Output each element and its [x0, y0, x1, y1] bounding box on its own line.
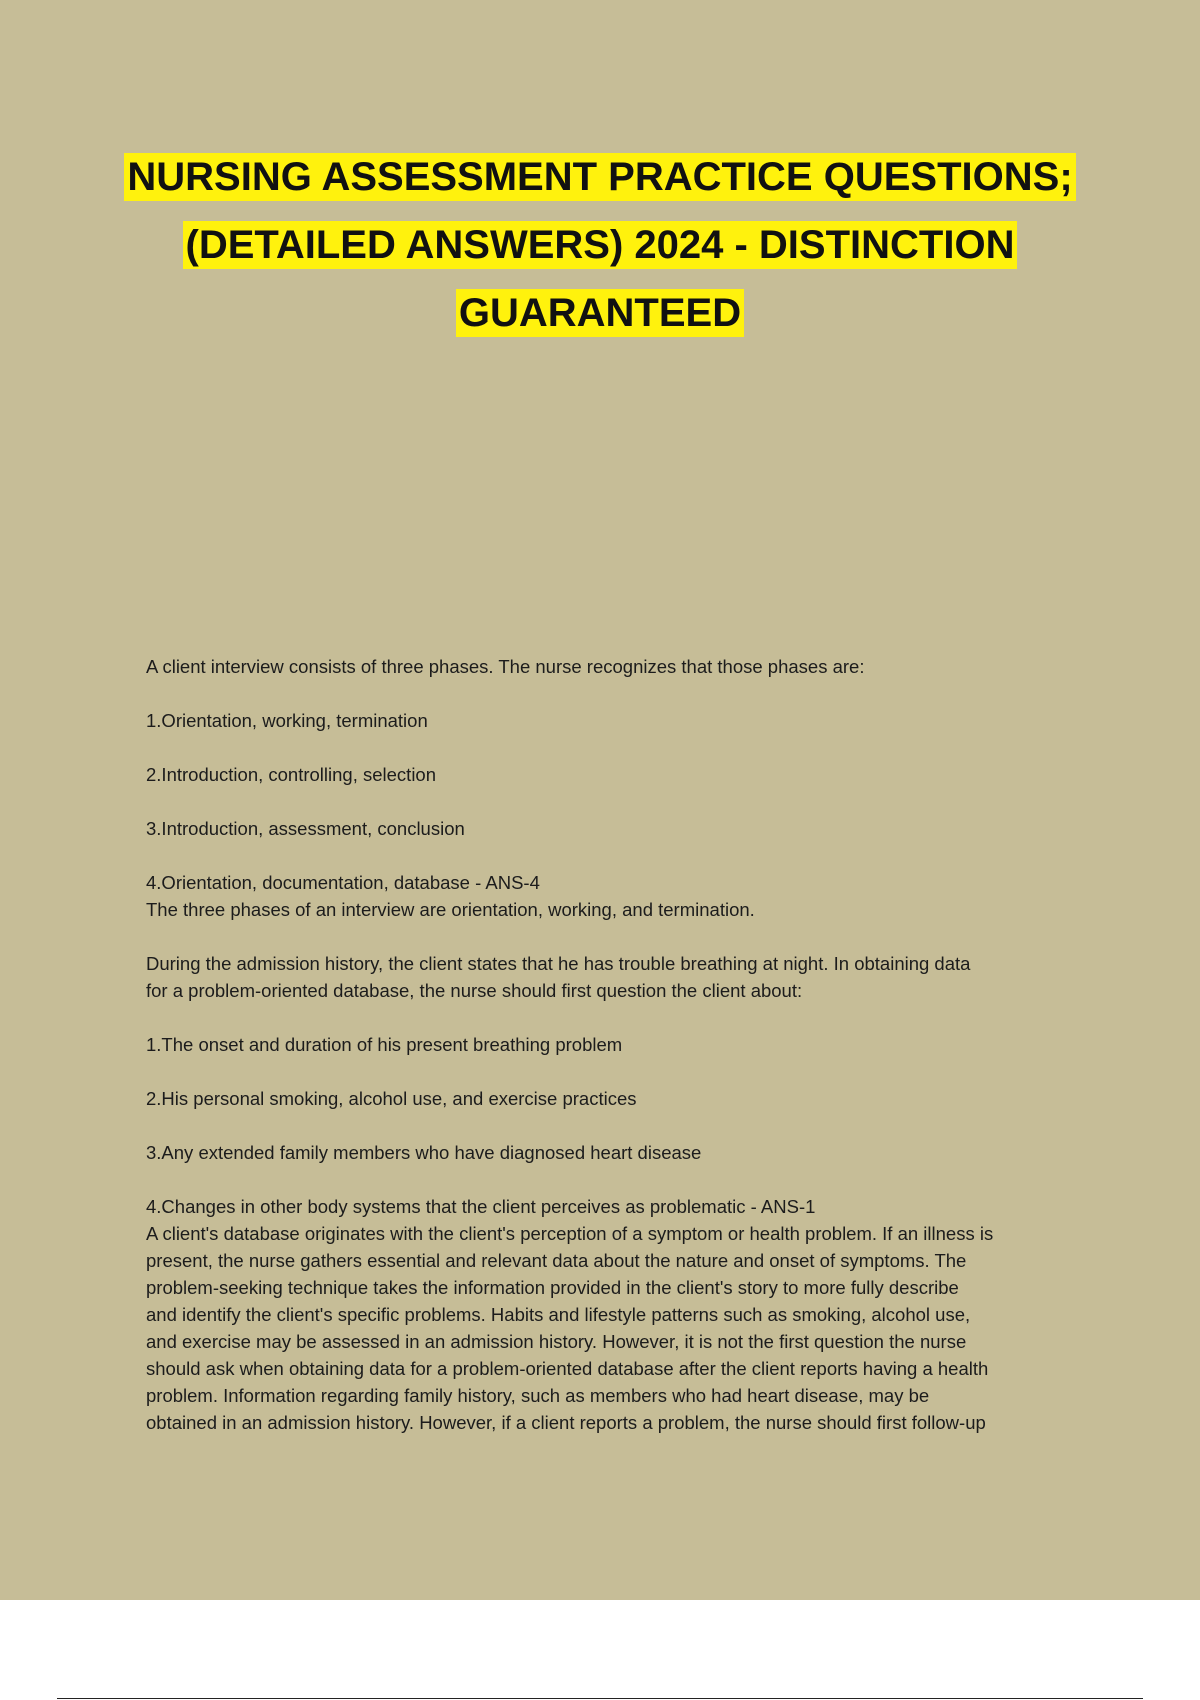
text-line: obtained in an admission history. However, if a client reports a problem, the nurse should first follow-up	[146, 1412, 986, 1433]
text-line: The three phases of an interview are orientation, working, and termination.	[146, 899, 755, 920]
title-line	[100, 211, 1100, 279]
question-2-stem	[146, 950, 1096, 1004]
document-title	[100, 143, 1100, 347]
text-line: A client's database originates with the client's perception of a symptom or health problem. If an illness is	[146, 1223, 994, 1244]
question-1-option-1	[146, 707, 1096, 734]
footer-divider	[57, 1698, 1143, 1699]
text-line: problem. Information regarding family history, such as members who had heart disease, may be	[146, 1385, 930, 1406]
question-2-option-1	[146, 1031, 1096, 1058]
text-line: A client interview consists of three phases. The nurse recognizes that those phases are:	[146, 656, 865, 677]
title-line-text: (DETAILED ANSWERS) 2024 - DISTINCTION	[183, 221, 1018, 269]
text-line: 1.The onset and duration of his present breathing problem	[146, 1034, 623, 1055]
text-line: problem-seeking technique takes the information provided in the client's story to more fully describe	[146, 1277, 959, 1298]
text-line: and identify the client's specific problems. Habits and lifestyle patterns such as smoking, alcohol use,	[146, 1304, 971, 1325]
title-line	[100, 143, 1100, 211]
question-2-option-2	[146, 1085, 1096, 1112]
question-1-option-3	[146, 815, 1096, 842]
text-line: 4.Orientation, documentation, database - ANS-4	[146, 872, 540, 893]
title-line	[100, 279, 1100, 347]
text-line: 1.Orientation, working, termination	[146, 710, 428, 731]
document-body	[146, 653, 1096, 1463]
title-line-text: GUARANTEED	[456, 289, 744, 337]
text-line: 4.Changes in other body systems that the client perceives as problematic - ANS-1	[146, 1196, 816, 1217]
text-line: 3.Introduction, assessment, conclusion	[146, 818, 465, 839]
text-line: 2.Introduction, controlling, selection	[146, 764, 437, 785]
question-2-option-4-answer	[146, 1193, 1096, 1436]
title-line-text: NURSING ASSESSMENT PRACTICE QUESTIONS;	[124, 153, 1075, 201]
text-line: should ask when obtaining data for a problem-oriented database after the client reports having a health	[146, 1358, 989, 1379]
text-line: and exercise may be assessed in an admission history. However, it is not the first question the nurse	[146, 1331, 967, 1352]
question-1-stem	[146, 653, 1096, 680]
text-line: 3.Any extended family members who have diagnosed heart disease	[146, 1142, 702, 1163]
question-2-option-3	[146, 1139, 1096, 1166]
text-line: 2.His personal smoking, alcohol use, and exercise practices	[146, 1088, 637, 1109]
question-1-option-4-answer	[146, 869, 1096, 923]
text-line: During the admission history, the client states that he has trouble breathing at night. In obtaining data	[146, 953, 971, 974]
text-line: for a problem-oriented database, the nurse should first question the client about:	[146, 980, 803, 1001]
text-line: present, the nurse gathers essential and relevant data about the nature and onset of symptoms. The	[146, 1250, 967, 1271]
question-1-option-2	[146, 761, 1096, 788]
